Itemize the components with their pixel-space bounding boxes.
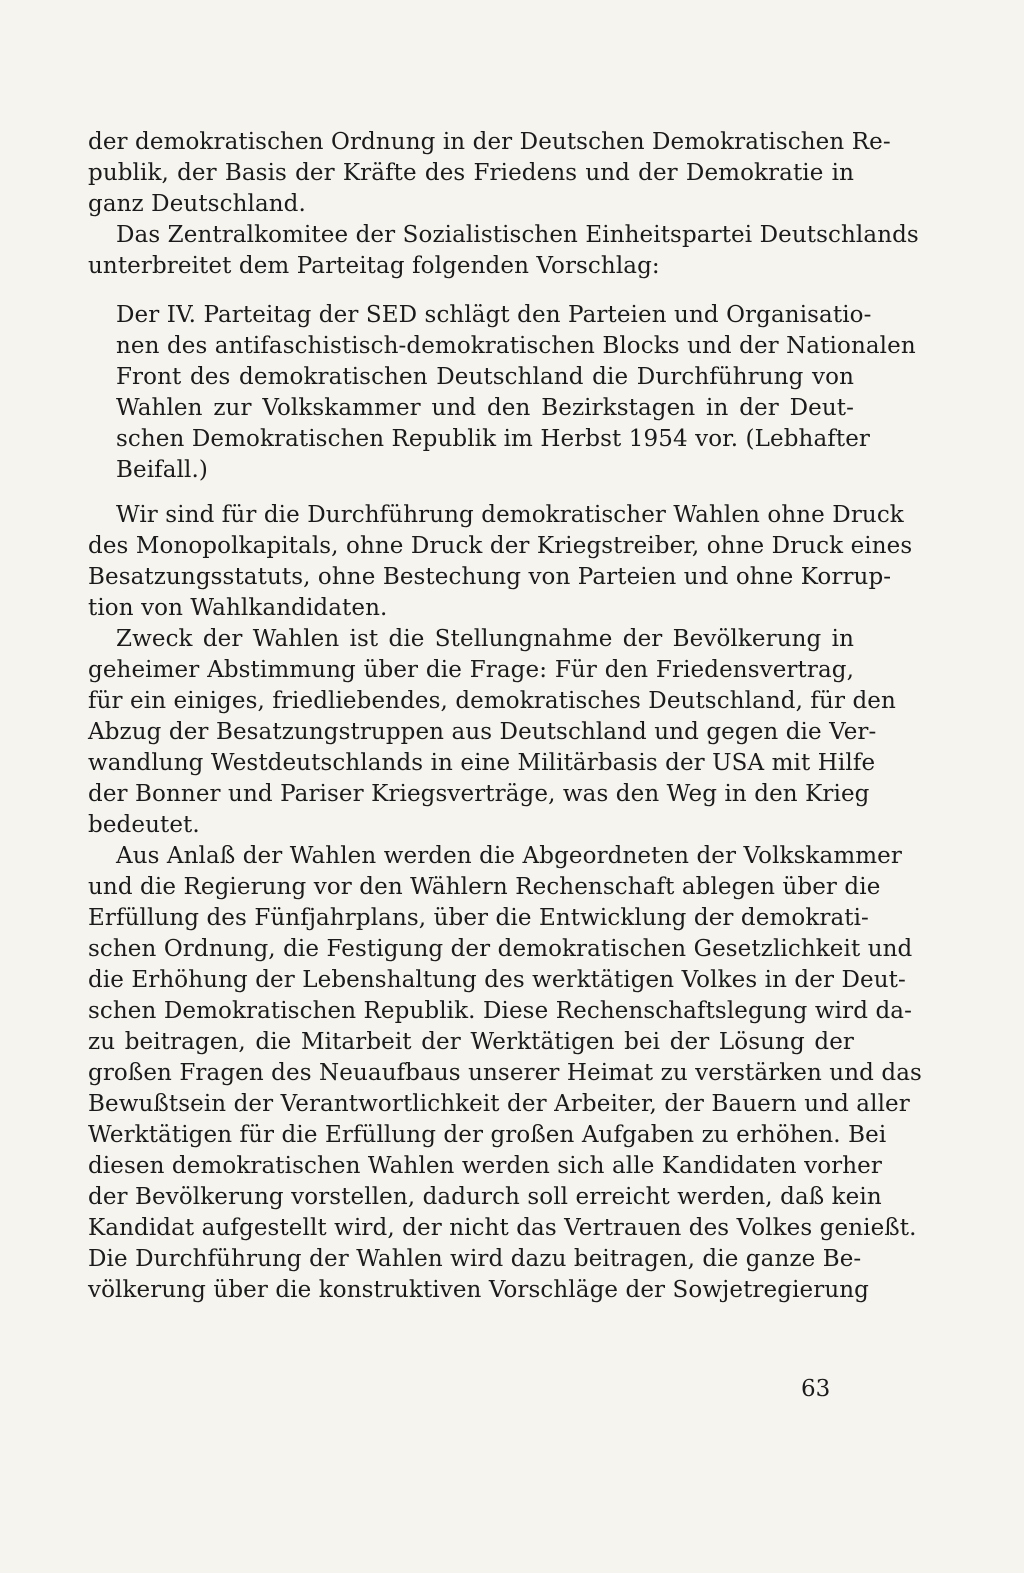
page-number: 63	[801, 1376, 831, 1402]
text-line: Abzug der Besatzungstruppen aus Deutschland und gegen die Ver-	[88, 719, 877, 745]
text-line: wandlung Westdeutschlands in eine Militärbasis der USA mit Hilfe	[88, 750, 876, 776]
text-line: tion von Wahlkandidaten.	[88, 595, 388, 621]
text-line: und die Regierung vor den Wählern Rechenschaft ablegen über die	[88, 874, 881, 900]
text-line: großen Fragen des Neuaufbaus unserer Heimat zu verstärken und das	[88, 1060, 922, 1086]
text-line: unterbreitet dem Parteitag folgenden Vorschlag:	[88, 253, 660, 279]
text-line: Erfüllung des Fünfjahrplans, über die Entwicklung der demokrati-	[88, 905, 869, 931]
text-line: Wahlen zur Volkskammer und den Bezirkstagen in der Deut-	[116, 395, 854, 421]
text-line: Wir sind für die Durchführung demokratischer Wahlen ohne Druck	[116, 502, 904, 528]
text-line: zu beitragen, die Mitarbeit der Werktätigen bei der Lösung der	[88, 1029, 854, 1055]
text-line: Kandidat aufgestellt wird, der nicht das Vertrauen des Volkes genießt.	[88, 1215, 917, 1241]
text-line: geheimer Abstimmung über die Frage: Für den Friedensvertrag,	[88, 657, 854, 683]
text-line: schen Demokratischen Republik im Herbst 1954 vor. (Lebhafter	[116, 426, 871, 452]
paragraph-democratic-elections	[88, 500, 913, 624]
text-line: Beifall.)	[116, 457, 208, 483]
text-line: für ein einiges, friedliebendes, demokratisches Deutschland, für den	[88, 688, 896, 714]
text-line: des Monopolkapitals, ohne Druck der Kriegstreiber, ohne Druck eines	[88, 533, 913, 559]
text-line: publik, der Basis der Kräfte des Friedens und der Demokratie in	[88, 160, 854, 186]
body-text	[88, 127, 922, 1306]
text-line: der Bonner und Pariser Kriegsverträge, was den Weg in den Krieg	[88, 781, 870, 807]
text-line: Besatzungsstatuts, ohne Bestechung von Parteien und ohne Korrup-	[88, 564, 892, 590]
text-line: Bewußtsein der Verantwortlichkeit der Arbeiter, der Bauern und aller	[88, 1091, 910, 1117]
paragraph-purpose-of-elections	[88, 624, 896, 841]
paragraph-continuation	[88, 127, 891, 220]
text-line: Front des demokratischen Deutschland die Durchführung von	[116, 364, 854, 390]
text-line: bedeutet.	[88, 812, 200, 838]
text-line: schen Ordnung, die Festigung der demokratischen Gesetzlichkeit und	[88, 936, 913, 962]
paragraph-proposal-intro	[88, 220, 919, 282]
text-line: ganz Deutschland.	[88, 191, 306, 217]
text-line: Das Zentralkomitee der Sozialistischen Einheitspartei Deutschlands	[116, 222, 919, 248]
text-line: Aus Anlaß der Wahlen werden die Abgeordneten der Volkskammer	[116, 843, 902, 869]
text-line: Werktätigen für die Erfüllung der großen Aufgaben zu erhöhen. Bei	[88, 1122, 887, 1148]
text-line: Zweck der Wahlen ist die Stellungnahme der Bevölkerung in	[116, 626, 854, 652]
text-line: völkerung über die konstruktiven Vorschläge der Sowjetregierung	[88, 1277, 869, 1303]
text-line: schen Demokratischen Republik. Diese Rechenschaftslegung wird da-	[88, 998, 912, 1024]
text-line: der Bevölkerung vorstellen, dadurch soll erreicht werden, daß kein	[88, 1184, 882, 1210]
text-line: die Erhöhung der Lebenshaltung des werktätigen Volkes in der Deut-	[88, 967, 906, 993]
text-line: nen des antifaschistisch-demokratischen Blocks und der Nationalen	[116, 333, 916, 359]
paragraph-proposal-quote	[116, 300, 916, 486]
text-line: Die Durchführung der Wahlen wird dazu beitragen, die ganze Be-	[88, 1246, 862, 1272]
text-line: diesen demokratischen Wahlen werden sich alle Kandidaten vorher	[88, 1153, 882, 1179]
text-line: der demokratischen Ordnung in der Deutschen Demokratischen Re-	[88, 129, 891, 155]
paragraph-accountability	[88, 841, 922, 1306]
text-line: Der IV. Parteitag der SED schlägt den Parteien und Organisatio-	[116, 302, 872, 328]
